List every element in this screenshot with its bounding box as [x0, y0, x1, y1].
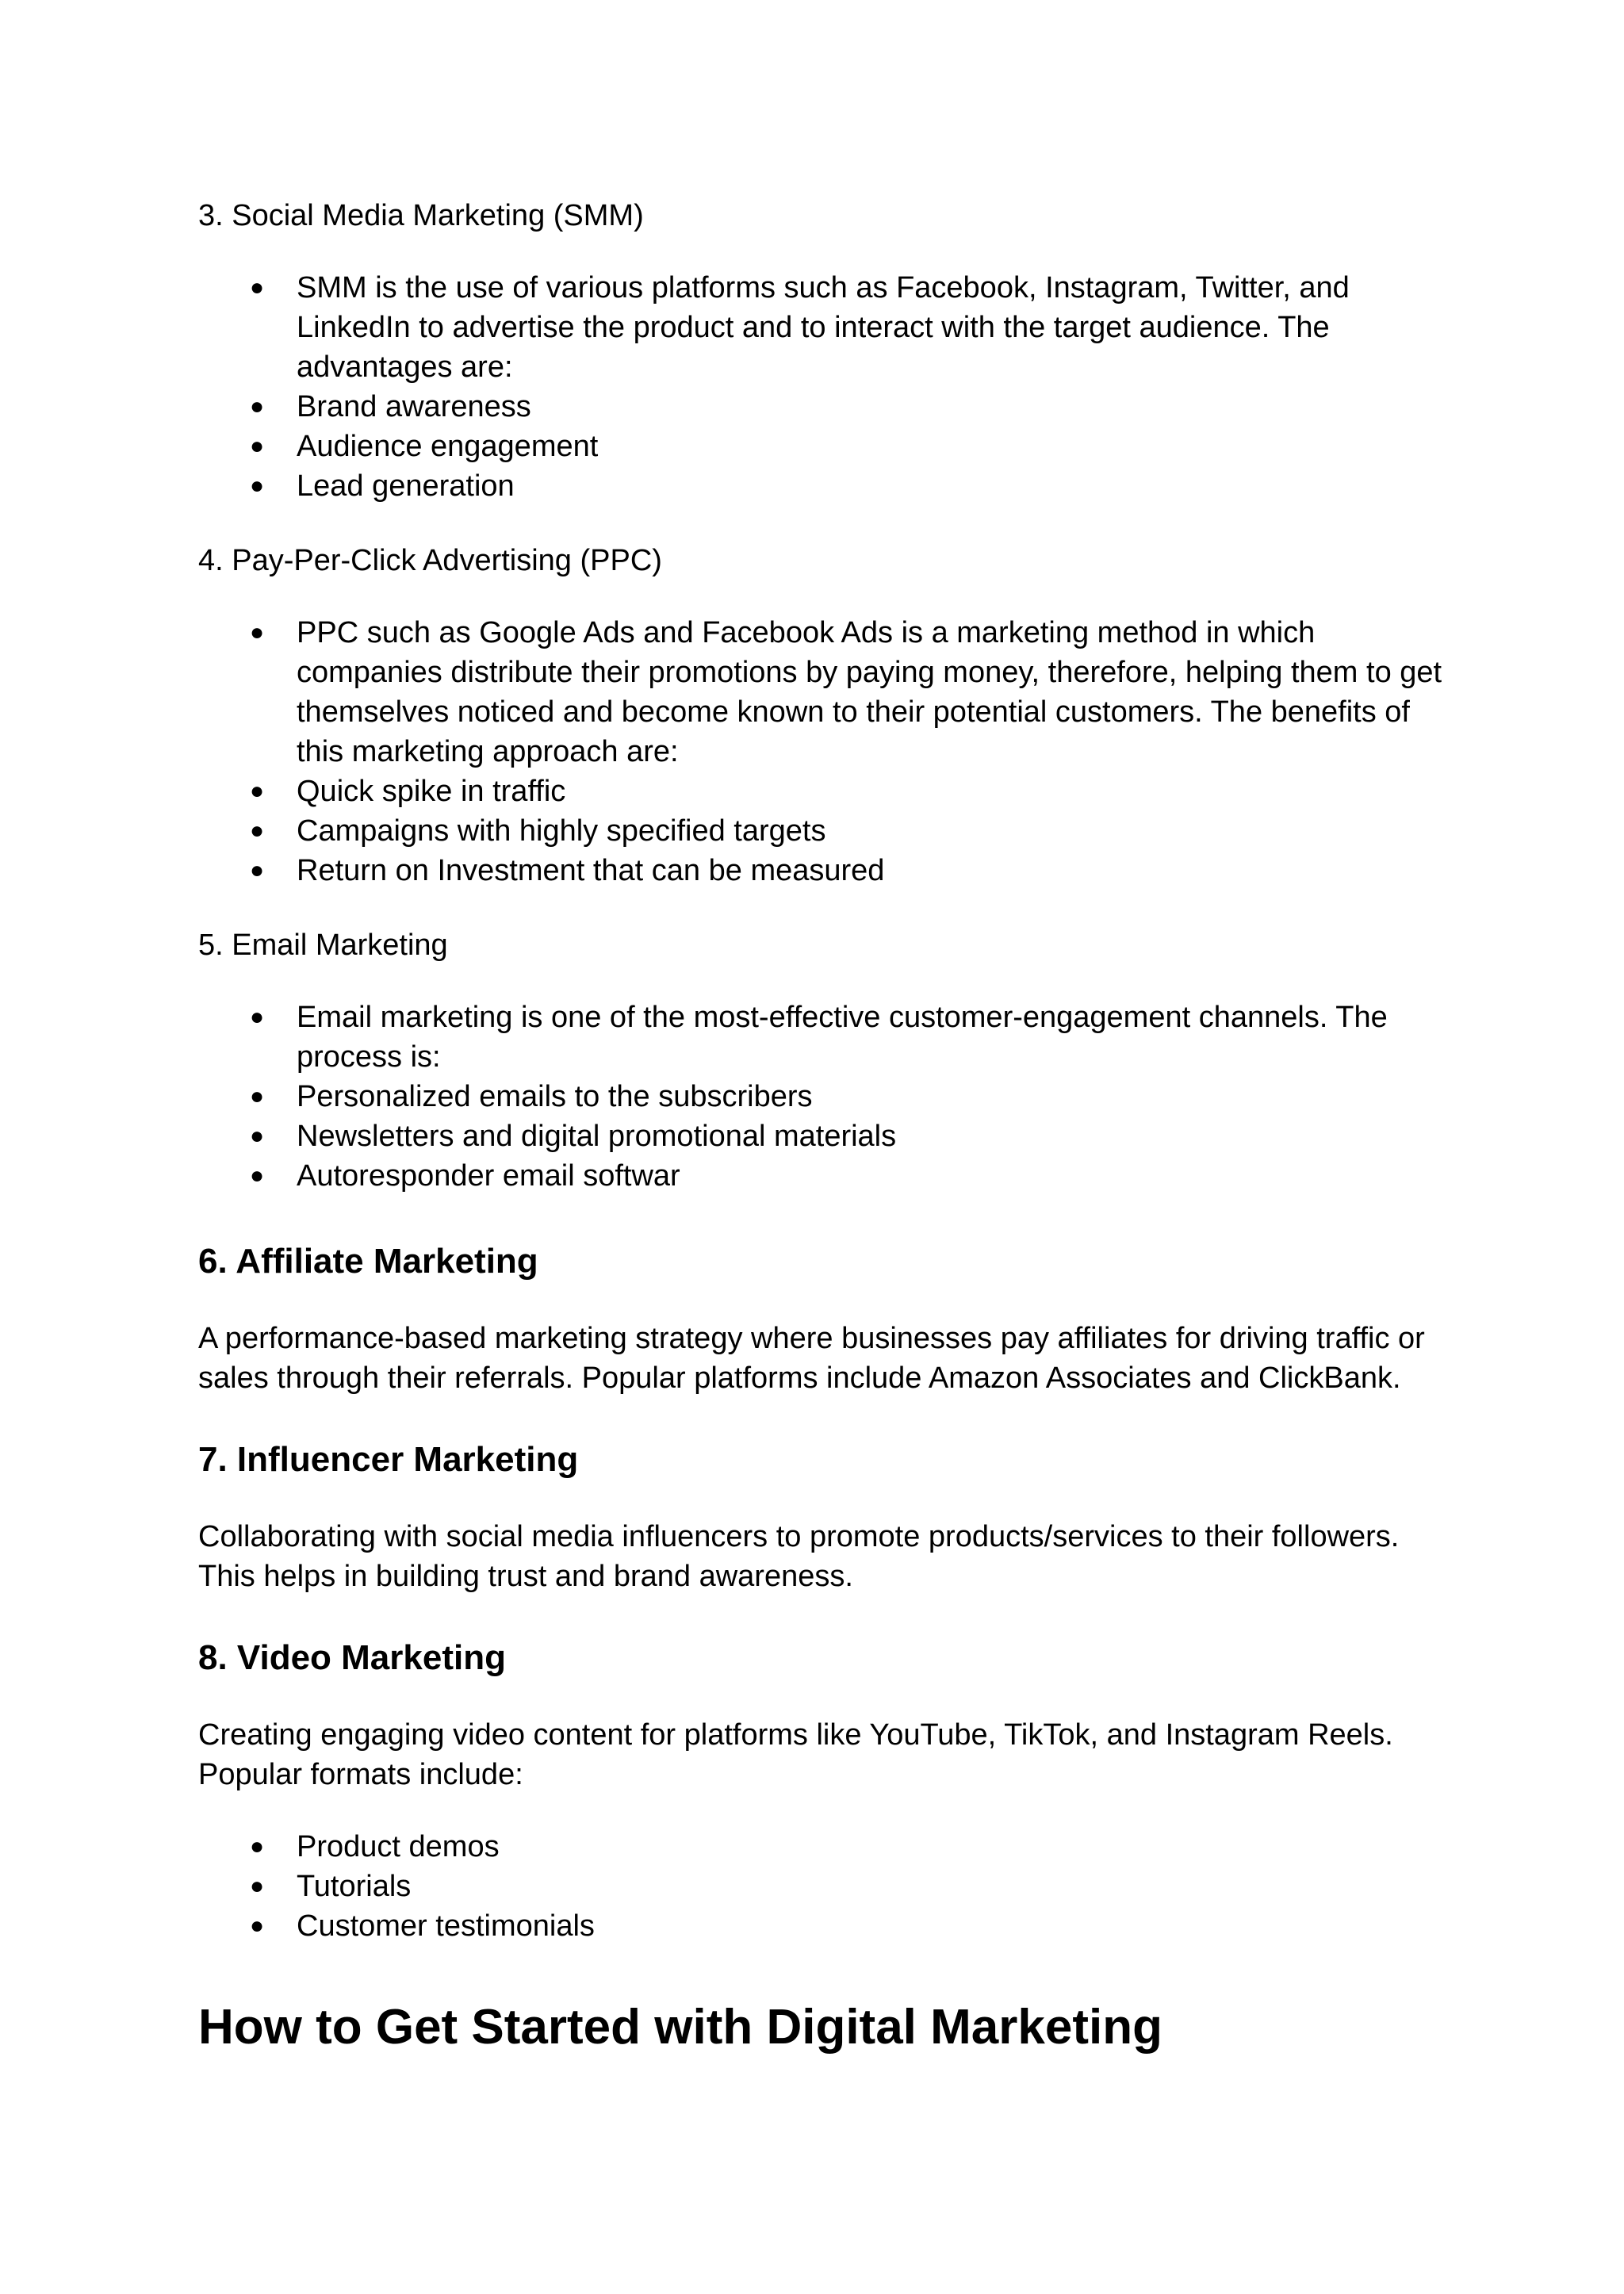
bullet-icon: ● [250, 619, 265, 645]
bullet-icon: ● [250, 393, 265, 419]
video-heading: 8. Video Marketing [198, 1638, 506, 1677]
bullet-icon: ● [250, 857, 265, 883]
bullet-icon: ● [250, 1833, 265, 1859]
list-item: ● Tutorials [198, 1867, 1443, 1906]
main-heading: How to Get Started with Digital Marketing [198, 2000, 1162, 2055]
bullet-icon: ● [250, 274, 265, 301]
smm-heading: 3. Social Media Marketing (SMM) [198, 199, 644, 232]
bullet-icon: ● [250, 1913, 265, 1939]
list-item: ● Email marketing is one of the most-effective customer-engagement channels. The process is: [198, 998, 1443, 1077]
list-item: ● Product demos [198, 1827, 1443, 1867]
bullet-icon: ● [250, 778, 265, 804]
bullet-icon: ● [250, 1083, 265, 1109]
list-item: ● Return on Investment that can be measured [198, 851, 1443, 890]
list-item: ● Brand awareness [198, 387, 1443, 427]
ppc-bullet-list [198, 613, 1443, 890]
list-item: ● Quick spike in traffic [198, 772, 1443, 811]
bullet-icon: ● [250, 1004, 265, 1030]
list-item: ● Campaigns with highly specified targets [198, 811, 1443, 851]
video-bullet-list [198, 1827, 1443, 1946]
list-item: ● PPC such as Google Ads and Facebook Ads is a marketing method in which companies distribute their promotions by paying money, therefore, helping them to get themselves noticed and become known to their potential customers. The benefits of this marketing approach are: [198, 613, 1443, 772]
email-heading: 5. Email Marketing [198, 929, 448, 962]
email-bullet-list [198, 998, 1443, 1196]
list-item: ● SMM is the use of various platforms such as Facebook, Instagram, Twitter, and LinkedIn to advertise the product and to interact with the target audience. The advantages are: [198, 268, 1443, 387]
list-item: ● Personalized emails to the subscribers [198, 1077, 1443, 1116]
bullet-icon: ● [250, 818, 265, 844]
list-item: ● Customer testimonials [198, 1906, 1443, 1946]
influencer-heading: 7. Influencer Marketing [198, 1440, 579, 1479]
list-item: ● Lead generation [198, 466, 1443, 506]
bullet-icon: ● [250, 1162, 265, 1189]
bullet-icon: ● [250, 433, 265, 459]
list-item: ● Audience engagement [198, 427, 1443, 466]
bullet-icon: ● [250, 473, 265, 499]
bullet-icon: ● [250, 1123, 265, 1149]
affiliate-heading: 6. Affiliate Marketing [198, 1242, 538, 1281]
list-item: ● Newsletters and digital promotional materials [198, 1116, 1443, 1156]
list-item: ● Autoresponder email softwar [198, 1156, 1443, 1196]
bullet-icon: ● [250, 1873, 265, 1899]
smm-bullet-list [198, 268, 1443, 506]
influencer-paragraph: Collaborating with social media influencers to promote products/services to their followers. This helps in building trust and brand awareness. [198, 1520, 1400, 1593]
video-paragraph: Creating engaging video content for platforms like YouTube, TikTok, and Instagram Reels. Popular formats include: [198, 1718, 1393, 1791]
affiliate-paragraph: A performance-based marketing strategy where businesses pay affiliates for driving traffic or sales through their referrals. Popular platforms include Amazon Associates and ClickBank. [198, 1322, 1425, 1395]
ppc-heading: 4. Pay-Per-Click Advertising (PPC) [198, 544, 662, 577]
